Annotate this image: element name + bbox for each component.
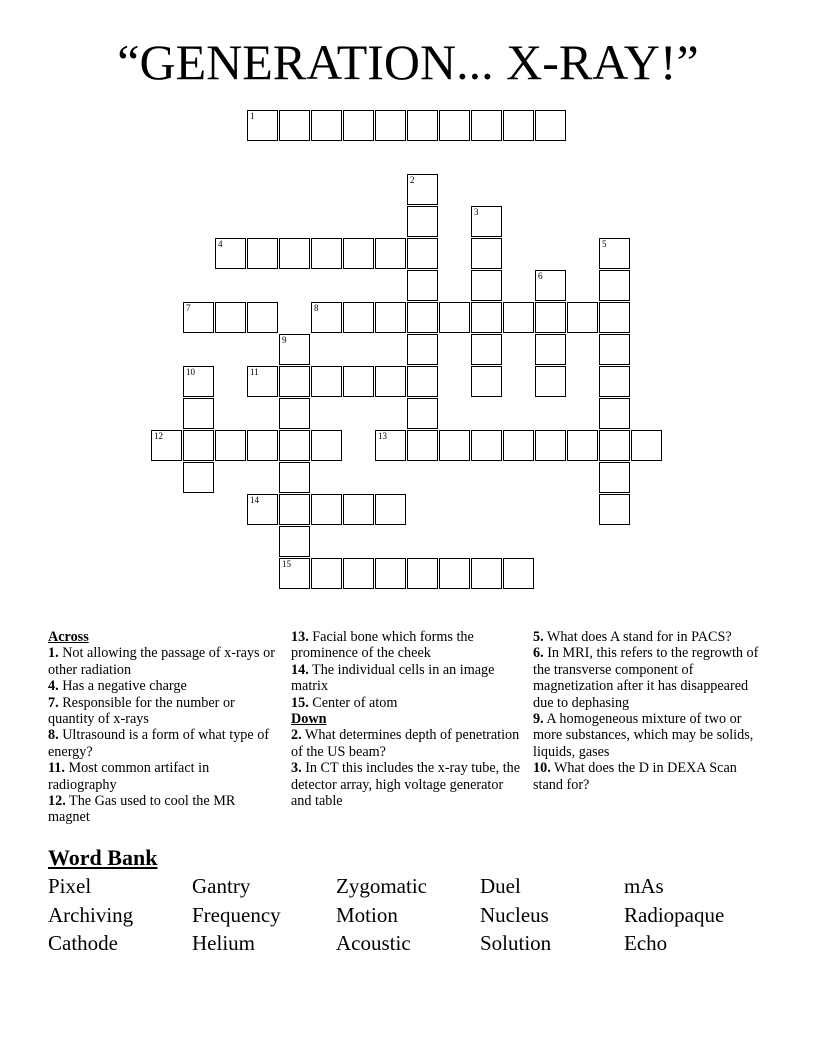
crossword-cell[interactable] <box>279 462 310 493</box>
crossword-cell[interactable] <box>599 366 630 397</box>
crossword-cell[interactable] <box>407 302 438 333</box>
clues-column-2 <box>291 629 526 809</box>
clue-across-13 <box>291 629 526 662</box>
crossword-cell[interactable] <box>311 110 342 141</box>
word-bank-item: Gantry <box>192 874 251 898</box>
word-bank-item: Acoustic <box>336 931 411 955</box>
word-bank-item: Duel <box>480 874 521 898</box>
word-bank-item: Helium <box>192 931 255 955</box>
crossword-cell[interactable] <box>183 462 214 493</box>
clue-across-15 <box>291 695 526 711</box>
crossword-cell[interactable] <box>599 270 630 301</box>
clue-number: 11. <box>48 760 65 777</box>
crossword-cell[interactable] <box>311 302 342 333</box>
crossword-cell[interactable] <box>471 206 502 237</box>
crossword-cell[interactable] <box>535 334 566 365</box>
word-bank-item: Cathode <box>48 931 118 955</box>
clue-number-label: 6 <box>538 271 543 281</box>
clue-number-label: 8 <box>314 303 319 313</box>
clue-across-11 <box>48 760 276 793</box>
word-bank <box>48 874 768 960</box>
crossword-cell[interactable] <box>343 110 374 141</box>
crossword-cell[interactable] <box>279 558 310 589</box>
clue-down-6 <box>533 645 768 711</box>
clue-number-label: 13 <box>378 431 387 441</box>
clue-text: What does A stand for in PACS? <box>543 629 732 645</box>
word-bank-item: Pixel <box>48 874 92 898</box>
crossword-cell[interactable] <box>183 302 214 333</box>
crossword-cell[interactable] <box>311 238 342 269</box>
crossword-cell[interactable] <box>535 270 566 301</box>
crossword-cell[interactable] <box>343 558 374 589</box>
crossword-cell[interactable] <box>183 366 214 397</box>
crossword-cell[interactable] <box>183 398 214 429</box>
crossword-cell[interactable] <box>535 366 566 397</box>
crossword-cell[interactable] <box>375 302 406 333</box>
crossword-cell[interactable] <box>279 526 310 557</box>
clue-text: Center of atom <box>308 694 398 711</box>
crossword-cell[interactable] <box>247 430 278 461</box>
clue-text: In CT this includes the x-ray tube, the detector array, high voltage generator and table <box>291 760 521 810</box>
clue-across-4 <box>48 678 276 694</box>
crossword-cell[interactable] <box>311 366 342 397</box>
clues-column-3 <box>533 629 768 793</box>
clue-number-label: 10 <box>186 367 195 377</box>
crossword-cell[interactable] <box>535 110 566 141</box>
clue-number-label: 15 <box>282 559 291 569</box>
word-bank-item: Nucleus <box>480 902 549 927</box>
crossword-cell[interactable] <box>407 558 438 589</box>
crossword-cell[interactable] <box>407 398 438 429</box>
clue-number-label: 1 <box>250 111 255 121</box>
crossword-cell[interactable] <box>567 302 598 333</box>
crossword-cell[interactable] <box>599 398 630 429</box>
clue-number: 14. <box>291 661 309 678</box>
crossword-cell[interactable] <box>247 494 278 525</box>
clue-number: 7. <box>48 694 59 711</box>
clue-number: 13. <box>291 629 309 645</box>
clue-text: In MRI, this refers to the regrowth of the transverse component of magnetization after it has disappeared due to dephasing <box>533 645 759 711</box>
crossword-cell[interactable] <box>471 238 502 269</box>
clue-number: 6. <box>533 645 544 662</box>
clue-number-label: 12 <box>154 431 163 441</box>
crossword-cell[interactable] <box>215 302 246 333</box>
crossword-cell[interactable] <box>503 430 534 461</box>
crossword-cell[interactable] <box>535 302 566 333</box>
crossword-cell[interactable] <box>311 430 342 461</box>
crossword-cell[interactable] <box>375 430 406 461</box>
clue-text: Has a negative charge <box>58 678 187 695</box>
clues-column-1 <box>48 629 276 826</box>
crossword-cell[interactable] <box>375 366 406 397</box>
word-bank-item: Zygomatic <box>336 874 427 898</box>
clue-text: What determines depth of penetration of the US beam? <box>291 727 520 760</box>
crossword-cell[interactable] <box>215 238 246 269</box>
crossword-cell[interactable] <box>375 558 406 589</box>
clue-down-3 <box>291 760 526 809</box>
crossword-cell[interactable] <box>407 238 438 269</box>
crossword-cell[interactable] <box>407 206 438 237</box>
crossword-cell[interactable] <box>279 334 310 365</box>
clue-number: 5. <box>533 629 544 645</box>
clue-number: 8. <box>48 727 59 744</box>
clue-down-10 <box>533 760 768 793</box>
crossword-cell[interactable] <box>343 366 374 397</box>
clue-text: The Gas used to cool the MR magnet <box>48 793 236 826</box>
clue-text: Not allowing the passage of x-rays or other radiation <box>48 645 275 678</box>
crossword-cell[interactable] <box>439 302 470 333</box>
clue-text: Most common artifact in radiography <box>48 760 210 793</box>
crossword-cell[interactable] <box>471 558 502 589</box>
crossword-cell[interactable] <box>503 302 534 333</box>
crossword-cell[interactable] <box>375 238 406 269</box>
clue-text: The individual cells in an image matrix <box>291 661 495 695</box>
crossword-cell[interactable] <box>407 334 438 365</box>
clue-across-1 <box>48 645 276 678</box>
crossword-cell[interactable] <box>279 398 310 429</box>
word-bank-item: Radiopaque <box>624 902 725 927</box>
clue-text: What does the D in DEXA Scan stand for? <box>533 760 737 793</box>
crossword-cell[interactable] <box>311 494 342 525</box>
crossword-cell[interactable] <box>471 110 502 141</box>
crossword-cell[interactable] <box>375 494 406 525</box>
clue-number: 15. <box>291 694 309 711</box>
crossword-cell[interactable] <box>503 110 534 141</box>
crossword-cell[interactable] <box>471 270 502 301</box>
clue-down-9 <box>533 711 768 760</box>
crossword-cell[interactable] <box>247 110 278 141</box>
clue-number: 9. <box>533 711 544 728</box>
clue-across-14 <box>291 662 526 695</box>
clue-number-label: 14 <box>250 495 259 505</box>
word-bank-item: Motion <box>336 902 398 927</box>
clue-text: Responsible for the number or quantity of x-rays <box>48 694 235 728</box>
crossword-cell[interactable] <box>215 430 246 461</box>
crossword-cell[interactable] <box>343 494 374 525</box>
clue-number-label: 7 <box>186 303 191 313</box>
crossword-cell[interactable] <box>631 430 662 461</box>
crossword-cell[interactable] <box>599 334 630 365</box>
clue-number: 4. <box>48 678 59 695</box>
crossword-cell[interactable] <box>439 558 470 589</box>
clue-down-2 <box>291 727 526 760</box>
clue-text: Facial bone which forms the prominence of the cheek <box>291 629 474 662</box>
crossword-cell[interactable] <box>471 366 502 397</box>
crossword-cell[interactable] <box>599 238 630 269</box>
clue-number: 1. <box>48 645 59 662</box>
crossword-cell[interactable] <box>279 366 310 397</box>
word-bank-item: Solution <box>480 931 552 955</box>
clue-number-label: 3 <box>474 207 479 217</box>
crossword-cell[interactable] <box>343 302 374 333</box>
crossword-cell[interactable] <box>343 238 374 269</box>
crossword-cell[interactable] <box>599 302 630 333</box>
crossword-cell[interactable] <box>279 110 310 141</box>
clue-number-label: 9 <box>282 335 287 345</box>
crossword-cell[interactable] <box>311 558 342 589</box>
clue-number: 2. <box>291 727 302 744</box>
crossword-cell[interactable] <box>535 430 566 461</box>
across-heading: Across <box>48 629 89 645</box>
clue-across-8 <box>48 727 276 760</box>
clue-number-label: 2 <box>410 175 415 185</box>
crossword-cell[interactable] <box>599 462 630 493</box>
crossword-cell[interactable] <box>503 558 534 589</box>
word-bank-item: Echo <box>624 931 668 955</box>
crossword-cell[interactable] <box>567 430 598 461</box>
clue-across-7 <box>48 695 276 728</box>
clue-down-5 <box>533 629 768 645</box>
word-bank-item: mAs <box>624 874 664 898</box>
clue-text: Ultrasound is a form of what type of energy? <box>48 727 270 760</box>
crossword-cell[interactable] <box>247 302 278 333</box>
word-bank-item: Frequency <box>192 902 281 927</box>
clue-number-label: 11 <box>250 367 259 377</box>
crossword-cell[interactable] <box>407 430 438 461</box>
clue-number: 12. <box>48 793 66 810</box>
word-bank-item: Archiving <box>48 902 134 927</box>
crossword-cell[interactable] <box>279 430 310 461</box>
crossword-cell[interactable] <box>599 494 630 525</box>
clue-number-label: 4 <box>218 239 223 249</box>
crossword-cell[interactable] <box>407 270 438 301</box>
crossword-cell[interactable] <box>151 430 182 461</box>
crossword-cell[interactable] <box>247 366 278 397</box>
down-heading: Down <box>291 711 327 728</box>
crossword-cell[interactable] <box>247 238 278 269</box>
clue-number: 10. <box>533 760 551 777</box>
crossword-cell[interactable] <box>375 110 406 141</box>
crossword-cell[interactable] <box>407 174 438 205</box>
clue-across-12 <box>48 793 276 826</box>
crossword-cell[interactable] <box>471 430 502 461</box>
crossword-cell[interactable] <box>471 334 502 365</box>
crossword-cell[interactable] <box>599 430 630 461</box>
clue-text: A homogeneous mixture of two or more substances, which may be solids, liquids, gases <box>533 711 754 760</box>
crossword-cell[interactable] <box>471 302 502 333</box>
crossword-cell[interactable] <box>279 494 310 525</box>
clue-number: 3. <box>291 760 302 777</box>
crossword-cell[interactable] <box>183 430 214 461</box>
page-title: “GENERATION... X-RAY!” <box>117 34 699 90</box>
clue-number-label: 5 <box>602 239 607 249</box>
crossword-cell[interactable] <box>279 238 310 269</box>
crossword-cell[interactable] <box>407 366 438 397</box>
crossword-cell[interactable] <box>439 430 470 461</box>
crossword-cell[interactable] <box>407 110 438 141</box>
word-bank-title: Word Bank <box>48 845 158 870</box>
crossword-cell[interactable] <box>439 110 470 141</box>
